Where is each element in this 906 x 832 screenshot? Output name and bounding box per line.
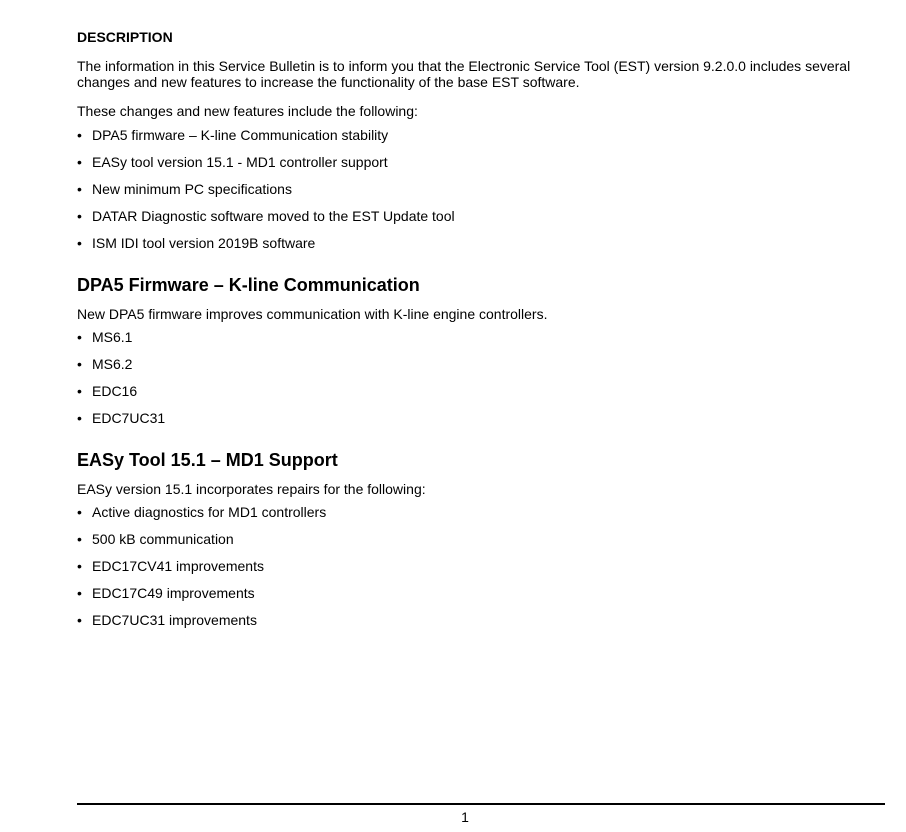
bullet-icon: •	[77, 235, 82, 251]
bullet-icon: •	[77, 356, 82, 372]
easy-repair-list	[77, 504, 877, 639]
list-item	[77, 208, 877, 235]
footer-divider	[77, 803, 885, 805]
list-item	[77, 558, 877, 585]
list-item-text: DPA5 firmware – K-line Communication stability	[92, 127, 389, 143]
list-item	[77, 531, 877, 558]
list-item-text: EDC17CV41 improvements	[92, 558, 264, 574]
list-item-text: Active diagnostics for MD1 controllers	[92, 504, 327, 520]
page-number: 1	[461, 809, 469, 825]
easy-section-heading: EASy Tool 15.1 – MD1 Support	[77, 450, 338, 470]
dpa5-section-heading: DPA5 Firmware – K-line Communication	[77, 275, 420, 295]
list-item	[77, 127, 877, 154]
list-item-text: DATAR Diagnostic software moved to the EST Update tool	[92, 208, 455, 224]
bullet-icon: •	[77, 410, 82, 426]
list-item	[77, 329, 877, 356]
list-item-text: EDC7UC31 improvements	[92, 612, 257, 628]
document-body	[77, 28, 877, 639]
list-item-text: EDC7UC31	[92, 410, 166, 426]
list-item	[77, 356, 877, 383]
list-item-text: EASy tool version 15.1 - MD1 controller support	[92, 154, 388, 170]
description-heading: DESCRIPTION	[77, 29, 173, 45]
easy-section-intro: EASy version 15.1 incorporates repairs for the following:	[77, 481, 426, 497]
bullet-icon: •	[77, 612, 82, 628]
dpa5-section-intro: New DPA5 firmware improves communication with K-line engine controllers.	[77, 306, 548, 322]
list-item	[77, 181, 877, 208]
list-item	[77, 410, 877, 437]
list-item	[77, 154, 877, 181]
list-item	[77, 235, 877, 262]
bullet-icon: •	[77, 558, 82, 574]
dpa5-controller-list	[77, 329, 877, 437]
description-list-intro: These changes and new features include the following:	[77, 103, 418, 119]
bullet-icon: •	[77, 504, 82, 520]
list-item-text: EDC16	[92, 383, 138, 399]
bullet-icon: •	[77, 181, 82, 197]
list-item	[77, 504, 877, 531]
description-feature-list	[77, 127, 877, 262]
list-item	[77, 585, 877, 612]
bullet-icon: •	[77, 154, 82, 170]
list-item-text: ISM IDI tool version 2019B software	[92, 235, 316, 251]
bullet-icon: •	[77, 208, 82, 224]
list-item	[77, 383, 877, 410]
description-paragraph: The information in this Service Bulletin is to inform you that the Electronic Service Tool (EST) version 9.2.0.0 includes several changes and new features to increase the functionality of the base EST software.	[77, 58, 851, 90]
list-item-text: New minimum PC specifications	[92, 181, 292, 197]
list-item-text: EDC17C49 improvements	[92, 585, 255, 601]
list-item-text: 500 kB communication	[92, 531, 234, 547]
bullet-icon: •	[77, 383, 82, 399]
list-item	[77, 612, 877, 639]
bullet-icon: •	[77, 329, 82, 345]
list-item-text: MS6.2	[92, 356, 133, 372]
bullet-icon: •	[77, 127, 82, 143]
list-item-text: MS6.1	[92, 329, 133, 345]
bullet-icon: •	[77, 585, 82, 601]
bullet-icon: •	[77, 531, 82, 547]
